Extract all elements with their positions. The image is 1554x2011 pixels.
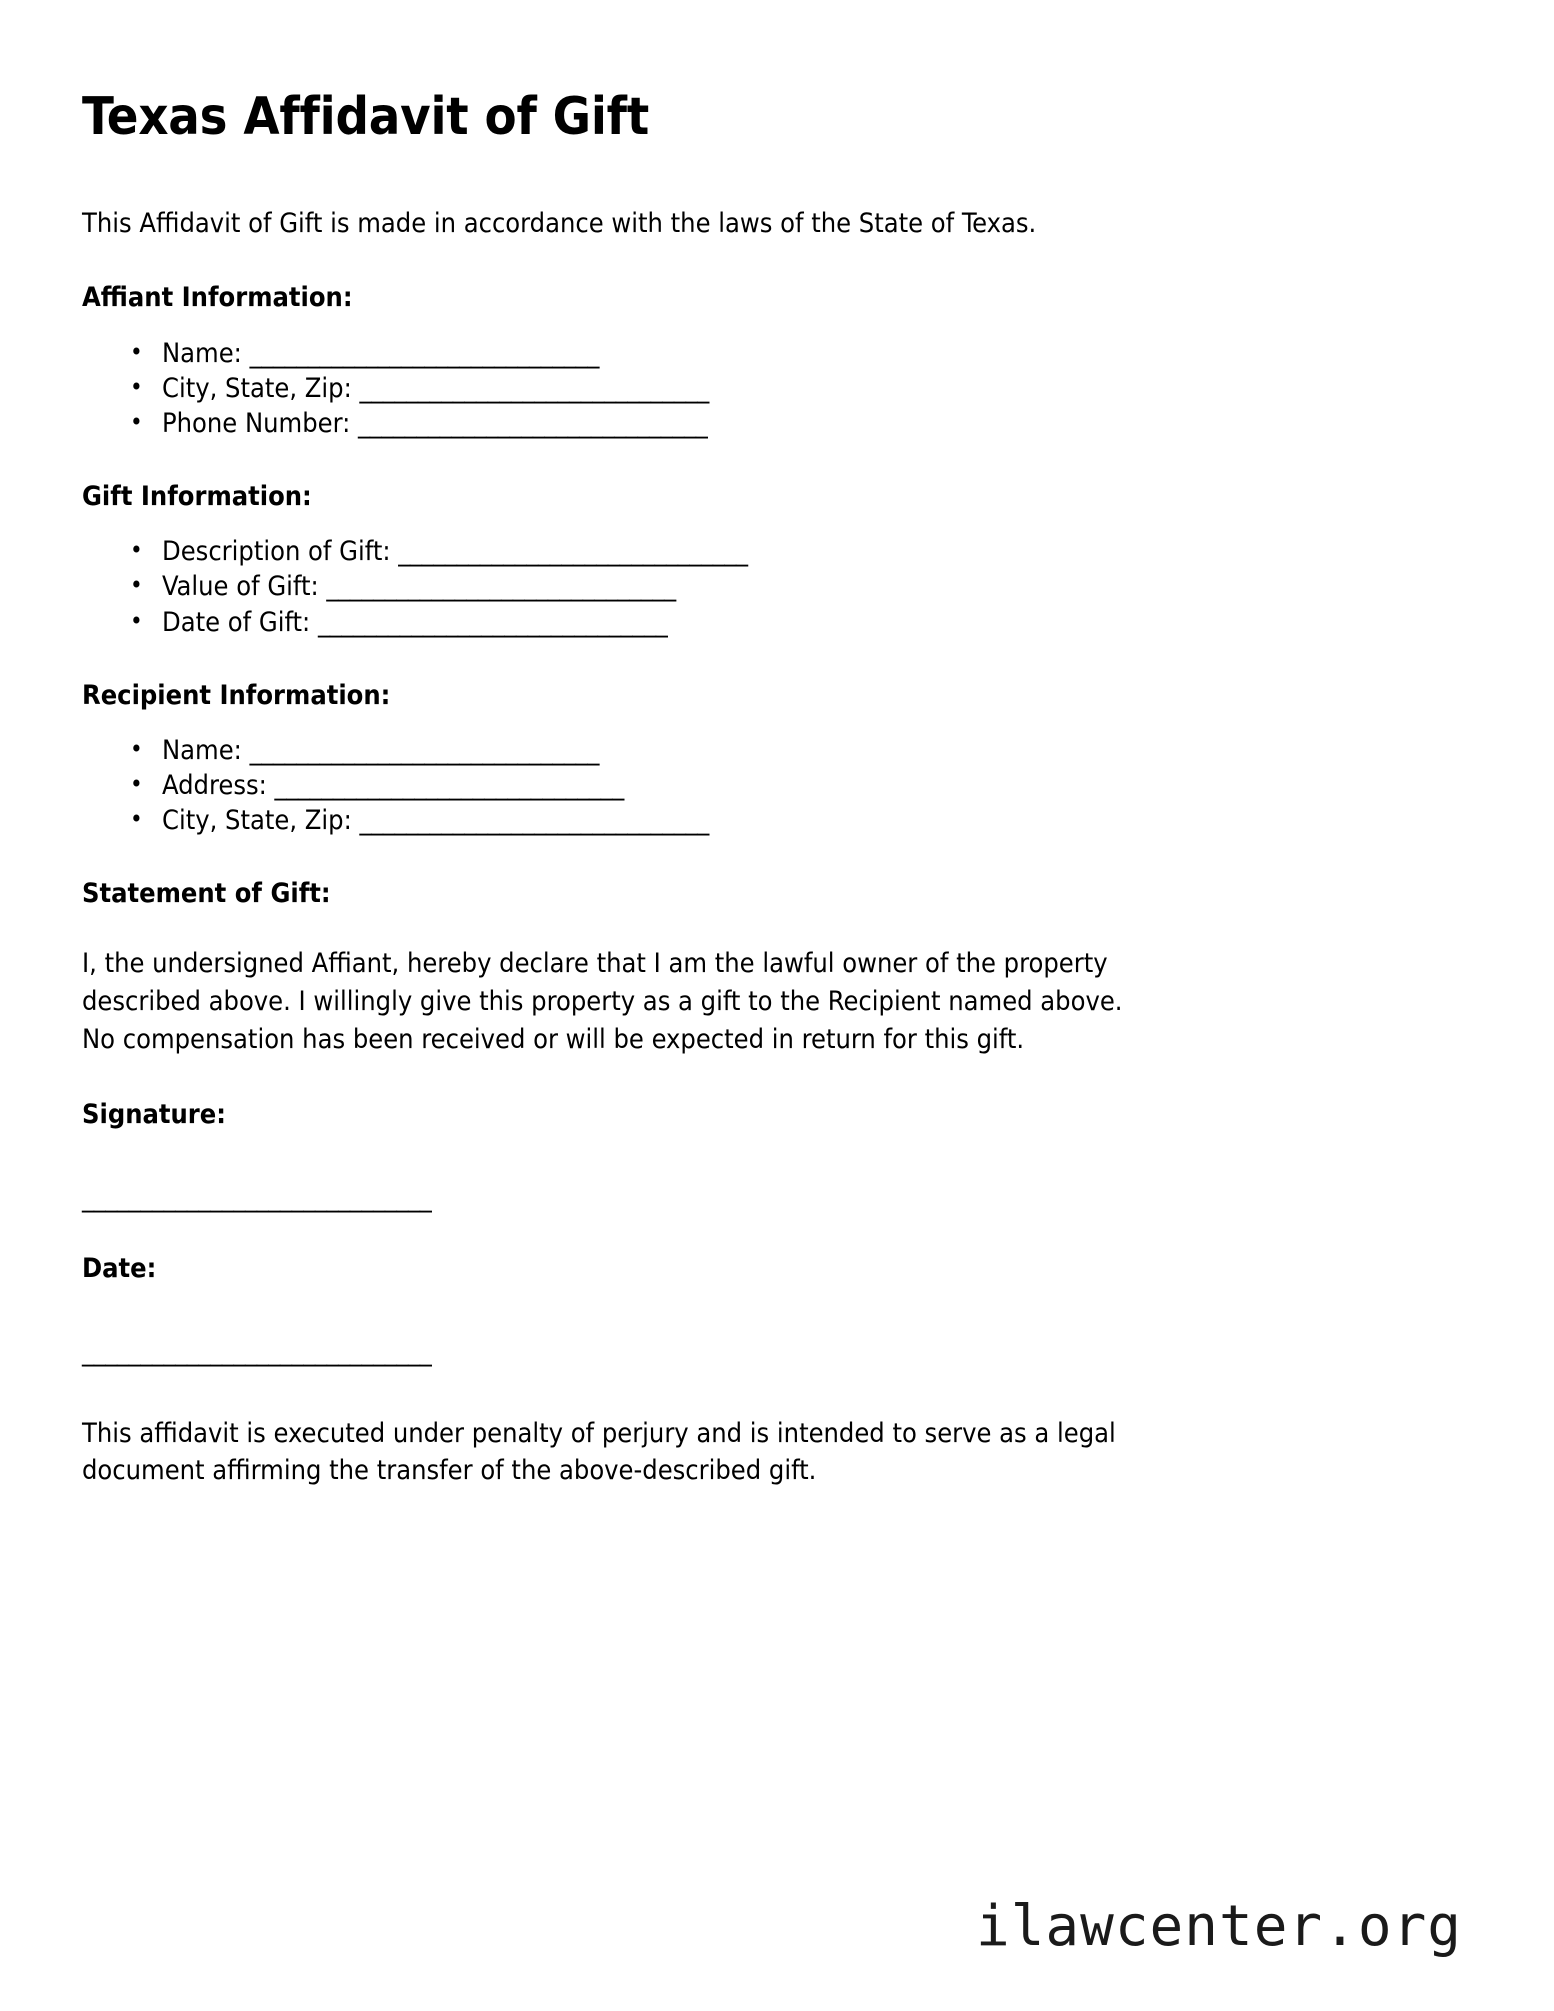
list-item <box>130 768 1454 803</box>
list-item <box>130 569 1454 604</box>
site-watermark: ilawcenter.org <box>975 1894 1462 1959</box>
field-label: City, State, Zip: <box>162 805 352 837</box>
statement-of-gift-heading: Statement of Gift: <box>82 878 331 910</box>
statement-of-gift-paragraph: I, the undersigned Affiant, hereby declare that I am the lawful owner of the property described above. I willingly give this property as a gift to the Recipient named above. No compensation has been received or will be expected in return for this gift. <box>82 948 1123 1055</box>
gift-information-heading: Gift Information: <box>82 480 312 512</box>
recipient-information-fields <box>82 733 1454 838</box>
list-item <box>130 336 1454 371</box>
field-blank[interactable]: ______________________________ <box>398 536 748 568</box>
affiant-information-heading: Affiant Information: <box>82 282 353 314</box>
gift-information-fields <box>82 534 1454 639</box>
affiant-information-fields <box>82 336 1454 441</box>
field-blank[interactable]: ______________________________ <box>357 407 708 439</box>
field-label: Name: <box>162 735 242 767</box>
field-blank[interactable]: ______________________________ <box>359 372 709 404</box>
field-blank[interactable]: ______________________________ <box>249 337 599 369</box>
list-item <box>130 733 1454 768</box>
field-label: Address: <box>162 770 267 802</box>
field-label: City, State, Zip: <box>162 372 352 404</box>
list-item <box>130 803 1454 838</box>
field-label: Date of Gift: <box>162 606 311 638</box>
signature-blank-line[interactable]: ______________________________ <box>82 1181 432 1213</box>
field-label: Phone Number: <box>162 407 351 439</box>
list-item <box>130 605 1454 640</box>
list-item <box>130 371 1454 406</box>
date-blank-line[interactable]: ______________________________ <box>82 1335 432 1367</box>
field-blank[interactable]: ______________________________ <box>249 735 599 767</box>
field-label: Description of Gift: <box>162 536 391 568</box>
field-label: Name: <box>162 337 242 369</box>
list-item <box>130 406 1454 441</box>
intro-paragraph: This Affidavit of Gift is made in accordance with the laws of the State of Texas. <box>82 207 1037 239</box>
closing-paragraph: This affidavit is executed under penalty of perjury and is intended to serve as a legal document affirming the transfer of the above-described gift. <box>82 1417 1116 1487</box>
field-blank[interactable]: ______________________________ <box>317 606 668 638</box>
field-blank[interactable]: ______________________________ <box>274 770 624 802</box>
signature-heading: Signature: <box>82 1098 226 1130</box>
page-title: Texas Affidavit of Gift <box>82 87 649 147</box>
field-label: Value of Gift: <box>162 571 319 603</box>
date-heading: Date: <box>82 1252 157 1284</box>
list-item <box>130 534 1454 569</box>
field-blank[interactable]: ______________________________ <box>326 571 676 603</box>
recipient-information-heading: Recipient Information: <box>82 679 391 711</box>
field-blank[interactable]: ______________________________ <box>359 805 709 837</box>
